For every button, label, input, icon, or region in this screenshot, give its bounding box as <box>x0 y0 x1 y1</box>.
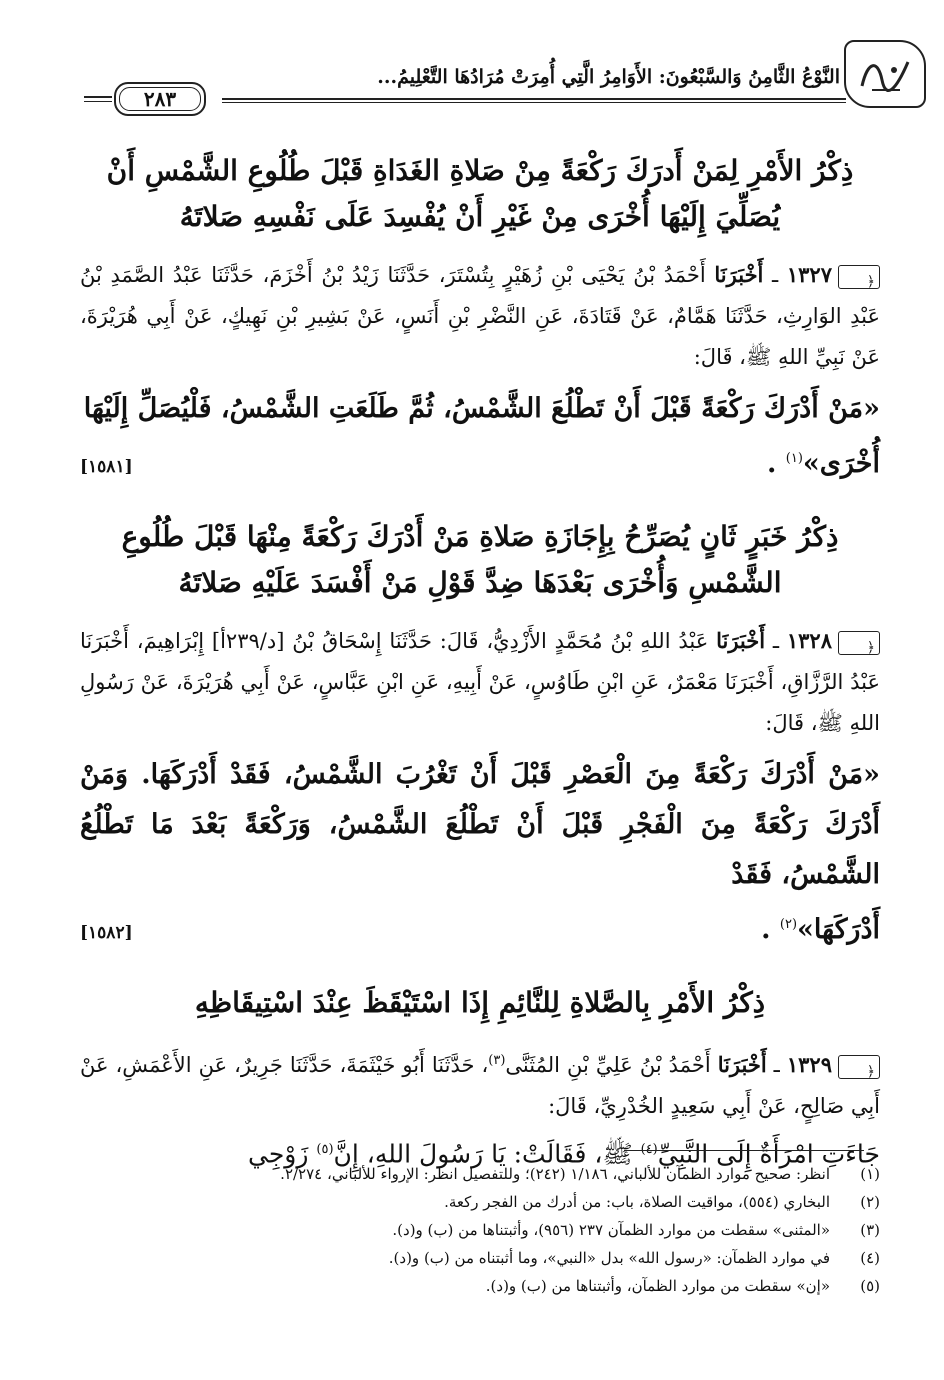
chapter-line: ذِكْرُ خَبَرٍ ثَانٍ يُصَرِّحُ بِإِجَازَةِ صَلاةِ مَنْ أَدْرَكَ رَكْعَةً مِنْهَا قَبْلَ طُلُوعِ <box>121 520 839 553</box>
matn-text: زَوْجِي <box>248 1139 317 1169</box>
header-rule-thin <box>222 102 846 103</box>
akhbarana-label: أَخْبَرَنَا <box>717 1052 767 1077</box>
hadith-reference: [١٥٨١] <box>80 457 133 477</box>
hadith-isnad: ﴿١٣٢٨ ـ أَخْبَرَنَا عَبْدُ اللهِ بْنُ مُحَمَّدٍ الأَزْدِيُّ، قَالَ: حَدَّثَنَا إِسْحَاقُ بْنُ [د/٢٣٩أ] إِبْرَاهِيمَ، أَخْبَرَنَا عَبْدُ الرَّزَّاقِ، أَخْبَرَنَا مَعْمَرٌ، عَنِ ابْنِ طَاوُسٍ، عَنْ أَبِيهِ، عَنِ ابْنِ عَبَّاسٍ، عَنْ أَبِي هُرَيْرَةَ، عَنْ رَسُولِ اللهِ ﷺ، قَالَ: <box>80 620 880 744</box>
hadith-matn <box>80 750 880 900</box>
akhbarana-label: أَخْبَرَنَا <box>714 262 764 287</box>
footnote-ref[interactable]: (٤) <box>640 1142 658 1157</box>
matn-end-text: أُخْرَى» <box>802 448 880 479</box>
footnote-separator <box>624 1150 864 1151</box>
calligraphy-icon <box>854 50 916 98</box>
footnote-text: في موارد الظمآن: «رسول الله» بدل «النبي»، وما أثبتناه من (ب) و(د). <box>388 1249 830 1267</box>
hadith-isnad: ﴿١٣٢٩ ـ أَخْبَرَنَا أَحْمَدُ بْنُ عَلِيِّ بْنِ المُثَنَّى$^{(٣)}$، حَدَّثَنَا أَبُو خَيْثَمَةَ، حَدَّثَنَا جَرِيرٌ، عَنِ الأَعْمَشِ، عَنْ أَبِي صَالِحٍ، عَنْ أَبِي سَعِيدٍ الخُدْرِيِّ، قَالَ: <box>80 1040 880 1127</box>
matn-text: «مَنْ أَدْرَكَ رَكْعَةً مِنَ الْعَصْرِ قَبْلَ أَنْ تَغْرُبَ الشَّمْسُ، فَقَدْ أَدْرَكَهَا. وَمَنْ أَدْرَكَ رَكْعَةً مِنَ الْفَجْرِ قَبْلَ أَنْ تَطْلُعَ الشَّمْسُ، وَرَكْعَةً بَعْدَ مَا تَطْلُعُ الشَّمْسُ، فَقَدْ <box>80 759 880 890</box>
chapter-heading <box>80 148 880 240</box>
footnote-number: (٤) <box>860 1249 880 1267</box>
footnote <box>80 1188 880 1216</box>
chapter-line: ذِكْرُ الأَمْرِ بِالصَّلاةِ لِلنَّائِمِ إِذَا اسْتَيْقَظَ عِنْدَ اسْتِيقَاظِهِ <box>194 986 766 1019</box>
isnad-text: عَبْدُ اللهِ بْنُ مُحَمَّدٍ الأَزْدِيُّ، قَالَ: حَدَّثَنَا إِسْحَاقُ بْنُ [د/٢٣٩أ] إِبْرَاهِيمَ، أَخْبَرَنَا عَبْدُ الرَّزَّاقِ، أَخْبَرَنَا مَعْمَرٌ، عَنِ ابْنِ طَاوُسٍ، عَنْ أَبِيهِ، عَنِ ابْنِ عَبَّاسٍ، عَنْ أَبِي هُرَيْرَةَ، عَنْ رَسُولِ اللهِ ﷺ، قَالَ: <box>80 629 880 735</box>
header-rule <box>222 98 846 100</box>
footnote-text: البخاري (٥٥٤)، مواقيت الصلاة، باب: من أدرك من الفجر ركعة. <box>444 1193 830 1211</box>
page-number <box>114 82 206 116</box>
footnote <box>80 1216 880 1244</box>
chapter-heading <box>80 980 880 1026</box>
footnote-ref[interactable]: (٥) <box>316 1142 334 1157</box>
footnote-number: (٢) <box>860 1193 880 1211</box>
chapter-heading <box>80 514 880 606</box>
isnad-text: أَحْمَدُ بْنُ عَلِيِّ بْنِ المُثَنَّى <box>505 1053 711 1077</box>
chapter-line: الشَّمْسِ وَأُخْرَى بَعْدَهَا ضِدَّ قَوْلِ مَنْ أَفْسَدَ عَلَيْهِ صَلاتَهُ <box>178 566 782 599</box>
page-number-text: ٢٨٣ <box>143 87 177 111</box>
hadith-isnad: ﴿١٣٢٧ ـ أَخْبَرَنَا أَحْمَدُ بْنُ يَحْيَى بْنِ زُهَيْرٍ بِتُسْتَرَ، حَدَّثَنَا زَيْدُ بْنُ أَخْزَمَ، حَدَّثَنَا عَبْدُ الصَّمَدِ بْنُ عَبْدِ الوَارِثِ، حَدَّثَنَا هَمَّامٌ، عَنْ قَتَادَةَ، عَنِ النَّضْرِ بْنِ أَنَسٍ، عَنْ بَشِيرِ بْنِ نَهِيكٍ، عَنْ أَبِي هُرَيْرَةَ، عَنْ نَبِيِّ اللهِ ﷺ، قَالَ: <box>80 254 880 378</box>
matn-closing: أَدْرَكَهَا»$^{(٢)}$ . [١٥٨٢] <box>80 900 880 958</box>
isnad-text: ، حَدَّثَنَا أَبُو خَيْثَمَةَ، حَدَّثَنَا جَرِيرٌ، عَنِ الأَعْمَشِ، عَنْ أَبِي صَالِحٍ، عَنْ أَبِي سَعِيدٍ الخُدْرِيِّ، قَالَ: <box>80 1053 880 1118</box>
matn-end-text: أَدْرَكَهَا» <box>797 914 880 945</box>
footnote-text: «المثنى» سقطت من موارد الظمآن ٢٣٧ (٩٥٦)، وأثبتناها من (ب) و(د). <box>392 1221 830 1239</box>
hadith-matn <box>80 384 880 434</box>
hadith-marker-icon <box>838 1055 880 1079</box>
footnote <box>80 1160 880 1188</box>
footnote <box>80 1272 880 1300</box>
footnote-text: «إن» سقطت من موارد الظمآن، وأثبتناها من (ب) و(د). <box>485 1277 830 1295</box>
hadith-section <box>80 514 880 958</box>
matn-text: ﷺ، فَقَالَتْ: يَا رَسُولَ اللهِ، إِنَّ <box>333 1139 641 1169</box>
footnotes <box>80 1160 880 1300</box>
hadith-number: ١٣٢٩ <box>786 1052 832 1077</box>
hadith-marker-icon <box>838 631 880 655</box>
footnote-ref[interactable]: (٣) <box>488 1053 506 1068</box>
hadith-section <box>80 980 880 1177</box>
running-title: النَّوْعُ الثَّامِنُ وَالسَّبْعُونَ: الأَوَامِرُ الَّتِي أُمِرَتْ مُرَادُهَا التَّعْلِيمُ... <box>377 66 840 88</box>
footnote-ref[interactable]: (١) <box>785 451 803 466</box>
footnote-number: (٥) <box>860 1277 880 1295</box>
footnote-number: (١) <box>860 1165 880 1183</box>
hadith-section <box>80 148 880 492</box>
footnote <box>80 1244 880 1272</box>
matn-closing: أُخْرَى»$^{(١)}$ . [١٥٨١] <box>80 434 880 492</box>
matn-text: «مَنْ أَدْرَكَ رَكْعَةً قَبْلَ أَنْ تَطْلُعَ الشَّمْسُ، ثُمَّ طَلَعَتِ الشَّمْسُ، فَلْيُصَلِّ إِلَيْهَا <box>83 393 880 424</box>
page-content <box>80 148 880 1199</box>
hadith-number: ١٣٢٧ <box>786 262 832 287</box>
footnote-number: (٣) <box>860 1221 880 1239</box>
matn-text: جَاءَتِ امْرَأَةٌ إِلَى النَّبِيِّ <box>657 1139 880 1169</box>
isnad-text: أَحْمَدُ بْنُ يَحْيَى بْنِ زُهَيْرٍ بِتُسْتَرَ، حَدَّثَنَا زَيْدُ بْنُ أَخْزَمَ، حَدَّثَنَا عَبْدُ الصَّمَدِ بْنُ عَبْدِ الوَارِثِ، حَدَّثَنَا هَمَّامٌ، عَنْ قَتَادَةَ، عَنِ النَّضْرِ بْنِ أَنَسٍ، عَنْ بَشِيرِ بْنِ نَهِيكٍ، عَنْ أَبِي هُرَيْرَةَ، عَنْ نَبِيِّ اللهِ ﷺ، قَالَ: <box>80 263 880 369</box>
footnote-text: انظر: صحيح موارد الظمآن للألباني، ١/١٨٦ (٢٤٢)؛ وللتفصيل انظر: الإرواء للألباني، ٢/٢٧٤. <box>280 1165 830 1183</box>
chapter-line: ذِكْرُ الأَمْرِ لِمَنْ أَدرَكَ رَكْعَةً مِنْ صَلاةِ الغَدَاةِ قَبْلَ طُلُوعِ الشَّمْسِ أَنْ <box>106 154 854 187</box>
page-header <box>70 40 880 120</box>
hadith-number: ١٣٢٨ <box>786 628 832 653</box>
hadith-reference: [١٥٨٢] <box>80 923 133 943</box>
left-rule-thin <box>84 101 112 102</box>
ornament-logo <box>844 40 926 108</box>
footnote-ref[interactable]: (٢) <box>779 917 798 932</box>
hadith-marker-icon <box>838 265 880 289</box>
chapter-line: يُصَلِّيَ إِلَيْهَا أُخْرَى مِنْ غَيْرِ أَنْ يُفْسِدَ عَلَى نَفْسِهِ صَلاتَهُ <box>179 200 781 233</box>
akhbarana-label: أَخْبَرَنَا <box>716 628 766 653</box>
left-rule <box>84 96 112 98</box>
